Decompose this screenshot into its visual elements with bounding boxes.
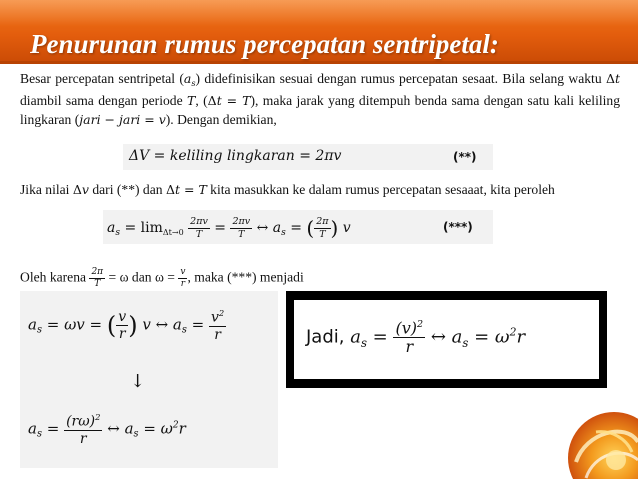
paragraph-substitution: Jika nilai Δv dari (**) dan Δt = T kita masukkan ke dalam rumus percepatan sesaaat, kita peroleh xyxy=(20,182,555,197)
slide-title: Penurunan rumus percepatan sentripetal: xyxy=(30,29,499,59)
paragraph-omega: Oleh karena $\frac{2\pi}{T}$ = ω dan ω = $\frac{v}{r}$ , maka (***) menjadi xyxy=(20,267,304,289)
result-box xyxy=(294,300,599,379)
swirl-orb-graphic xyxy=(556,402,638,479)
title-bar xyxy=(0,0,638,64)
equation-limit-expr: $a_s = \lim_{\Delta t\to 0}$ $\frac{2\pi v}{T}$ = $\frac{2\pi v}{T}$ ↔ $a_s$ = ( $\frac{2\pi}{T}$ ) v xyxy=(107,216,351,240)
para1-text-5: ), maka jarak yang ditempuh benda sama dengan satu kali keliling lingkaran ( xyxy=(20,93,620,127)
para2-text-1: Jika nilai xyxy=(20,182,73,197)
para2-text-3: kita masukkan ke dalam rumus percepatan sesaaat, kita peroleh xyxy=(206,182,555,197)
para1-text-3: diambil sama dengan periode xyxy=(20,93,187,109)
title-bar-shine xyxy=(0,0,638,26)
result-equation: Jadi, $a_s$ = $\frac{(v)^2}{r}$ ↔ $a_s = \omega^2r$ xyxy=(306,318,526,357)
derivation-step-1: $a_s = \omega v$ = ( $\frac{v}{r}$ ) v ↔ $a_s$ = $\frac{v^2}{r}$ xyxy=(28,308,225,343)
para3-text-3: , maka (***) menjadi xyxy=(187,269,304,285)
equation-tag-double-star: (**) xyxy=(453,150,477,164)
equation-tag-triple-star: (***) xyxy=(443,220,473,234)
para1-text-6: ). Dengan demikian, xyxy=(165,111,277,127)
para2-text-2: dari (**) dan xyxy=(88,182,166,197)
result-label: Jadi, xyxy=(306,326,345,348)
equation-limit xyxy=(103,210,493,244)
para1-text-1: Besar percepatan sentripetal ( xyxy=(20,71,184,86)
para1-text-4: , ( xyxy=(195,93,208,109)
para3-text-1: Oleh karena xyxy=(20,269,90,285)
result-box-border xyxy=(286,291,607,388)
derivation-box xyxy=(20,291,278,468)
derivation-down-arrow: ↓ xyxy=(130,371,146,392)
derivation-step-2: $a_s$ = $\frac{(r\omega)^2}{r}$ ↔ $a_s = \omega^2r$ xyxy=(28,412,186,447)
paragraph-definition: Besar percepatan sentripetal $(a_s)$ didefinisikan sesuai dengan rumus percepatan sesaat. Bila selang waktu Δt diambil sama dengan periode T, (Δt = T), maka jarak yang ditempuh benda sama dengan satu kali keliling lingkaran (jari − jari = v). Dengan demikian, xyxy=(20,71,620,127)
swirl-orb-icon xyxy=(556,402,638,479)
equation-delta-v xyxy=(123,144,493,170)
para1-text-2: ) didefinisikan sesuai dengan rumus percepatan sesaat. Bila selang waktu xyxy=(195,71,606,86)
para3-text-2: = ω dan ω = xyxy=(105,269,179,285)
equation-delta-v-expr: ΔV = keliling lingkaran = 2πv xyxy=(129,148,342,164)
